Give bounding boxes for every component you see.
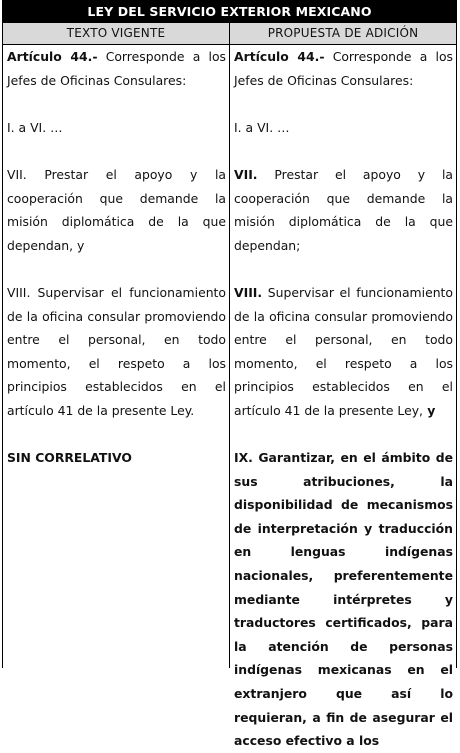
article-text: Corresponde a los Jefes de Oficinas Consulares:: [7, 49, 227, 88]
fraction-viii: VIII. Supervisar el funcionamiento de la oficina consular promoviendo entre el personal, en todo momento, el respeto a los principios establecidos en el artículo 41 de la presente Ley, y: [234, 284, 453, 418]
fraction-vii: VII. Prestar el apoyo y la cooperación que demande la misión diplomática de la que dependan;: [234, 166, 453, 253]
fraction-vii: VII. Prestar el apoyo y la cooperación que demande la misión diplomática de la que dependan, y: [7, 166, 226, 253]
column-headers: [3, 23, 456, 45]
article-44-paragraph: [7, 45, 226, 92]
article-text: Corresponde a los Jefes de Oficinas Consulares:: [234, 49, 454, 88]
fraction-i-vi: I. a VI. …: [7, 119, 63, 135]
column-texto-vigente: [3, 45, 230, 668]
fraction-ix: IX. Garantizar, en el ámbito de sus atribuciones, la disponibilidad de mecanismos de interpretación y traducción en lenguas indígenas nacionales, preferentemente mediante intérpretes y traductores certificados, para la atención de personas indígenas mexicanas en el extranjero que así lo requieran, a fin de asegurar el acceso efectivo a los: [234, 450, 453, 749]
table-body: [3, 45, 456, 749]
fraction-i-vi: I. a VI. …: [234, 119, 290, 135]
column-propuesta: [230, 45, 456, 749]
header-propuesta: PROPUESTA DE ADICIÓN: [267, 26, 419, 40]
article-label: Artículo 44.-: [7, 49, 98, 64]
comparison-table: [2, 0, 457, 749]
fraction-viii: VIII. Supervisar el funcionamiento de la oficina consular promoviendo entre el personal, en todo momento, el respeto a los principios establecidos en el artículo 41 de la presente Ley.: [7, 284, 226, 418]
article-label: Artículo 44.-: [234, 49, 325, 64]
header-texto-vigente: TEXTO VIGENTE: [3, 23, 230, 44]
sin-correlativo: SIN CORRELATIVO: [7, 450, 132, 466]
table-title: LEY DEL SERVICIO EXTERIOR MEXICANO: [3, 0, 456, 23]
article-44-paragraph: [234, 45, 453, 92]
